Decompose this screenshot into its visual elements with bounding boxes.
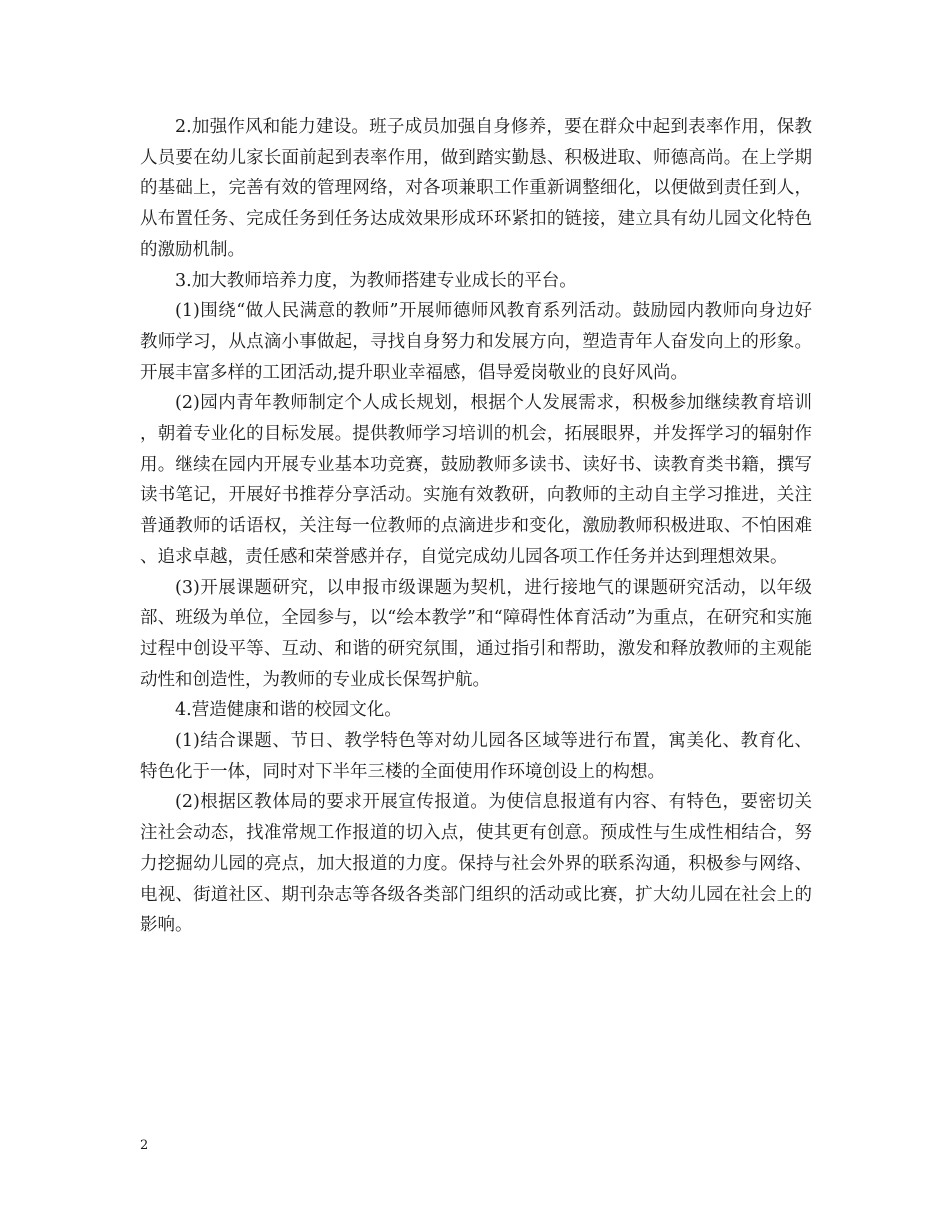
page-number: 2 <box>140 1138 149 1153</box>
heading-campus-culture: 4.营造健康和谐的校园文化。 <box>175 700 402 721</box>
paragraph-publicity: (2)根据区教体局的要求开展宣传报道。为使信息报道有内容、有特色，要密切关注社会动态，找准常规工作报道的切入点，使其更有创意。预成性与生成性相结合，努力挖掘幼儿园的亮点，加大报道的力度。保持与社会外界的联系沟通，积极参与网络、电视、街道社区、期刊杂志等各级各类部门组织的活动或比赛，扩大幼儿园在社会上的影响。 <box>140 792 812 936</box>
paragraph-ethics-activities: (1)围绕“做人民满意的教师”开展师德师风教育系列活动。鼓励园内教师向身边好教师学习，从点滴小事做起，寻找自身努力和发展方向，塑造青年人奋发向上的形象。开展丰富多样的工团活动,提升职业幸福感，倡导爱岗敬业的良好风尚。 <box>140 301 812 383</box>
document-body <box>140 112 812 941</box>
paragraph-growth-plan: (2)园内青年教师制定个人成长规划，根据个人发展需求，积极参加继续教育培训，朝着专业化的目标发展。提供教师学习培训的机会，拓展眼界，并发挥学习的辐射作用。继续在园内开展专业基本功竞赛，鼓励教师多读书、读好书、读教育类书籍，撰写读书笔记，开展好书推荐分享活动。实施有效教研，向教师的主动自主学习推进，关注普通教师的话语权，关注每一位教师的点滴进步和变化，激励教师积极进取、不怕困难、追求卓越，责任感和荣誉感并存，自觉完成幼儿园各项工作任务并达到理想效果。 <box>140 393 812 567</box>
paragraph-research: (3)开展课题研究，以申报市级课题为契机，进行接地气的课题研究活动，以年级部、班级为单位，全园参与，以“绘本教学”和“障碍性体育活动”为重点，在研究和实施过程中创设平等、互动、和谐的研究氛围，通过指引和帮助，激发和释放教师的主观能动性和创造性，为教师的专业成长保驾护航。 <box>140 577 812 690</box>
paragraph-environment: (1)结合课题、节日、教学特色等对幼儿园各区域等进行布置，寓美化、教育化、特色化于一体，同时对下半年三楼的全面使用作环境创设上的构想。 <box>140 731 812 782</box>
heading-teacher-training: 3.加大教师培养力度，为教师搭建专业成长的平台。 <box>175 270 577 291</box>
paragraph-strengthen-style: 2.加强作风和能力建设。班子成员加强自身修养，要在群众中起到表率作用，保教人员要在幼儿家长面前起到表率作用，做到踏实勤恳、积极进取、师德高尚。在上学期的基础上，完善有效的管理网络，对各项兼职工作重新调整细化，以便做到责任到人，从布置任务、完成任务到任务达成效果形成环环紧扣的链接，建立具有幼儿园文化特色的激励机制。 <box>140 117 812 260</box>
